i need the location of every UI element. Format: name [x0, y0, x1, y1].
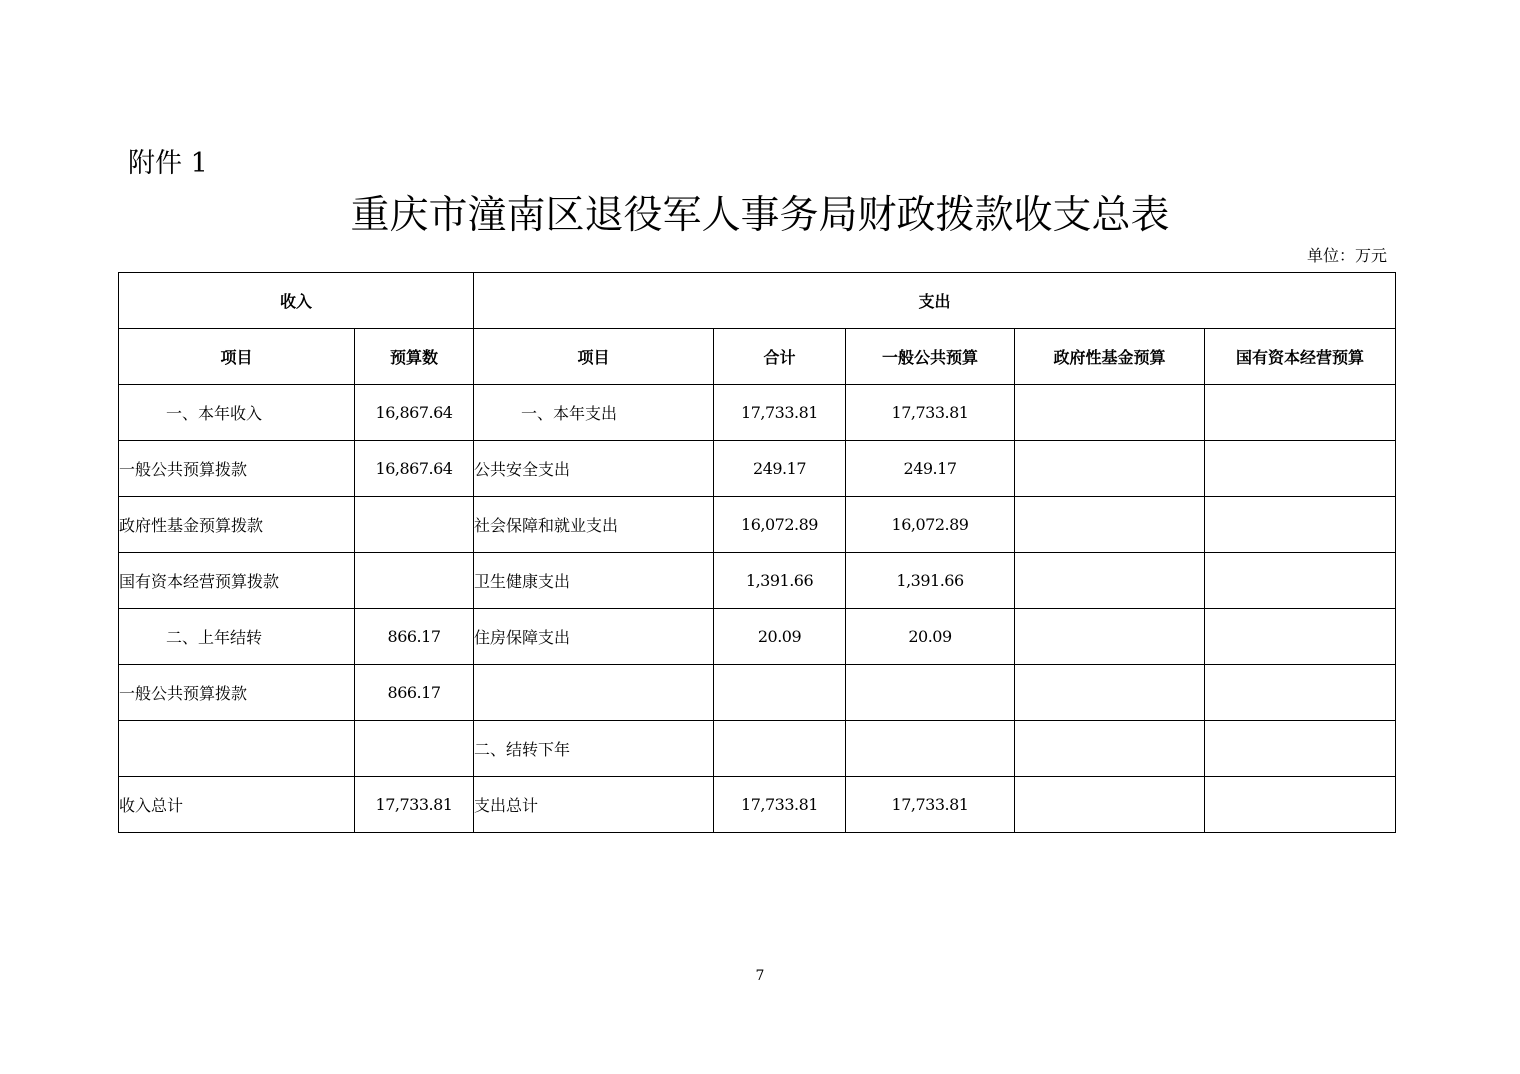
- state-capital-budget: [1205, 665, 1396, 721]
- table-row: [119, 665, 1396, 721]
- general-budget: [846, 721, 1015, 777]
- column-header: 预算数: [355, 329, 474, 385]
- income-amount: 17,733.81: [355, 777, 474, 833]
- fund-budget: [1015, 721, 1205, 777]
- expense-total: 16,072.89: [714, 497, 846, 553]
- column-header: 合计: [714, 329, 846, 385]
- expense-total: 1,391.66: [714, 553, 846, 609]
- table-row: [119, 497, 1396, 553]
- table-row: [119, 385, 1396, 441]
- expense-total: 20.09: [714, 609, 846, 665]
- total-row: [119, 777, 1396, 833]
- expense-item: 公共安全支出: [474, 441, 714, 497]
- fund-budget: [1015, 609, 1205, 665]
- column-header: 一般公共预算: [846, 329, 1015, 385]
- table-row: [119, 721, 1396, 777]
- state-capital-budget: [1205, 609, 1396, 665]
- general-budget: 16,072.89: [846, 497, 1015, 553]
- expense-item: 住房保障支出: [474, 609, 714, 665]
- table-row: [119, 609, 1396, 665]
- general-budget: 249.17: [846, 441, 1015, 497]
- income-item: [119, 721, 355, 777]
- budget-table: [118, 272, 1396, 833]
- unit-label: 单位：万元: [1306, 246, 1387, 265]
- expense-item: 二、结转下年: [474, 721, 714, 777]
- expense-total: 249.17: [714, 441, 846, 497]
- general-budget: 17,733.81: [846, 777, 1015, 833]
- state-capital-budget: [1205, 777, 1396, 833]
- document-title: 重庆市潼南区退役军人事务局财政拨款收支总表: [350, 193, 1170, 238]
- expense-item: [474, 665, 714, 721]
- income-item: 一、本年收入: [119, 385, 355, 441]
- expense-item: 社会保障和就业支出: [474, 497, 714, 553]
- state-capital-budget: [1205, 441, 1396, 497]
- fund-budget: [1015, 553, 1205, 609]
- fund-budget: [1015, 441, 1205, 497]
- income-amount: 866.17: [355, 665, 474, 721]
- fund-budget: [1015, 385, 1205, 441]
- expense-item: 卫生健康支出: [474, 553, 714, 609]
- expense-total: 17,733.81: [714, 777, 846, 833]
- column-header: 项目: [474, 329, 714, 385]
- general-budget: 17,733.81: [846, 385, 1015, 441]
- column-header: 项目: [119, 329, 355, 385]
- income-item: 国有资本经营预算拨款: [119, 553, 355, 609]
- general-budget: [846, 665, 1015, 721]
- state-capital-budget: [1205, 553, 1396, 609]
- income-item: 一般公共预算拨款: [119, 665, 355, 721]
- income-amount: [355, 721, 474, 777]
- column-header: 政府性基金预算: [1015, 329, 1205, 385]
- state-capital-budget: [1205, 385, 1396, 441]
- expense-header: 支出: [474, 273, 1396, 329]
- income-amount: [355, 553, 474, 609]
- general-budget: 1,391.66: [846, 553, 1015, 609]
- expense-item: 一、本年支出: [474, 385, 714, 441]
- column-header-row: [119, 329, 1396, 385]
- income-amount: 16,867.64: [355, 441, 474, 497]
- income-header: 收入: [119, 273, 474, 329]
- income-item: 一般公共预算拨款: [119, 441, 355, 497]
- income-amount: [355, 497, 474, 553]
- state-capital-budget: [1205, 721, 1396, 777]
- expense-total: 17,733.81: [714, 385, 846, 441]
- expense-item: 支出总计: [474, 777, 714, 833]
- income-amount: 866.17: [355, 609, 474, 665]
- group-header-row: [119, 273, 1396, 329]
- fund-budget: [1015, 665, 1205, 721]
- income-item: 政府性基金预算拨款: [119, 497, 355, 553]
- expense-total: [714, 721, 846, 777]
- table-row: [119, 441, 1396, 497]
- fund-budget: [1015, 777, 1205, 833]
- income-item: 二、上年结转: [119, 609, 355, 665]
- general-budget: 20.09: [846, 609, 1015, 665]
- page-number: 7: [755, 968, 765, 984]
- column-header: 国有资本经营预算: [1205, 329, 1396, 385]
- income-amount: 16,867.64: [355, 385, 474, 441]
- table-row: [119, 553, 1396, 609]
- income-item: 收入总计: [119, 777, 355, 833]
- fund-budget: [1015, 497, 1205, 553]
- state-capital-budget: [1205, 497, 1396, 553]
- attachment-label: 附件 1: [128, 148, 208, 179]
- expense-total: [714, 665, 846, 721]
